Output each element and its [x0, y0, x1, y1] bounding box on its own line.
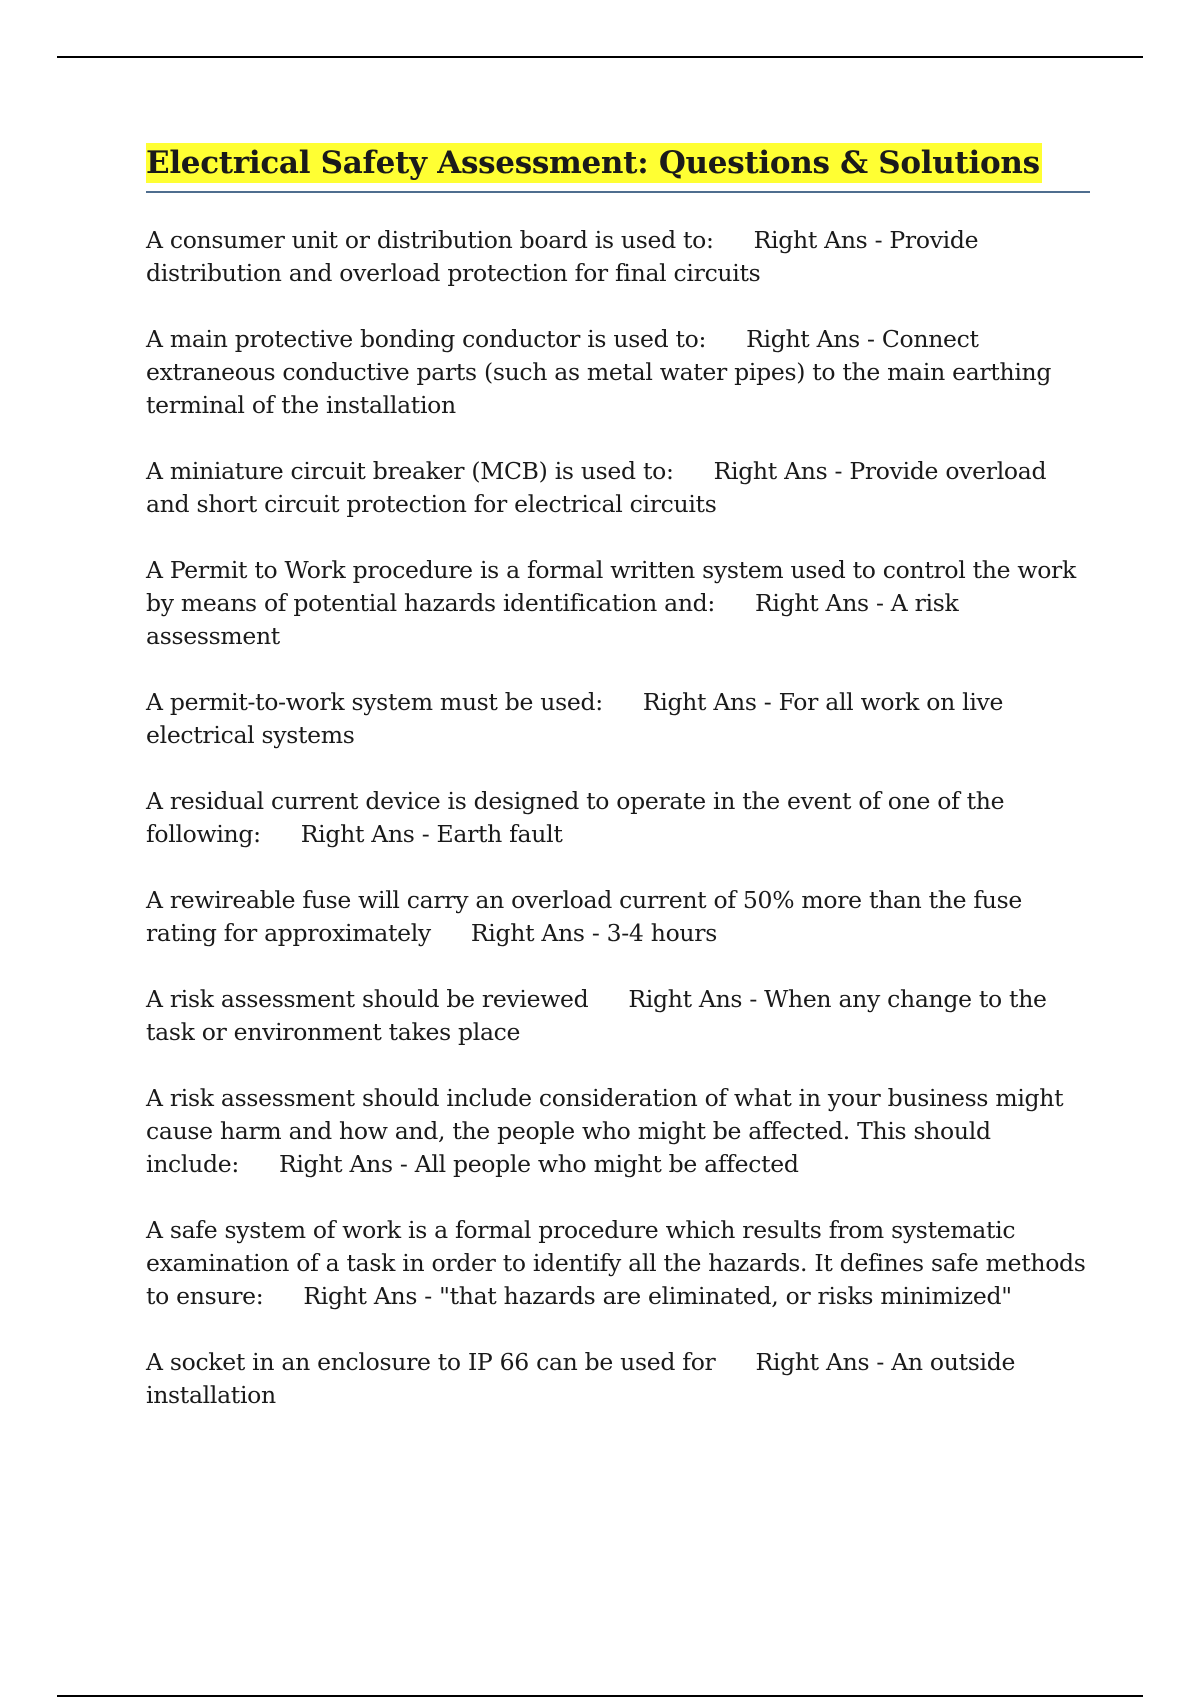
question-text: A miniature circuit breaker (MCB) is used to: [146, 457, 674, 485]
title-block [146, 143, 1090, 193]
qa-item [146, 983, 1090, 1049]
answer-prefix: Right Ans - [470, 919, 607, 947]
qa-item [146, 686, 1090, 752]
answer-text: Connect extraneous conductive parts (such as metal water pipes) to the main earthing terminal of the installation [146, 325, 1052, 419]
answer-prefix: Right Ans - [303, 1282, 440, 1310]
question-text: A safe system of work is a formal procedure which results from systematic examination of a task in order to identify all the hazards. It defines safe methods to ensure: [146, 1216, 1086, 1310]
question-text: A risk assessment should include consideration of what in your business might cause harm and how and, the people who might be affected. This should include: [146, 1084, 1064, 1178]
answer-text: A risk assessment [146, 589, 959, 650]
answer-text: Provide distribution and overload protection for final circuits [146, 226, 979, 287]
question-text: A risk assessment should be reviewed [146, 985, 589, 1013]
footer-rule [57, 1695, 1143, 1697]
question-text: A residual current device is designed to operate in the event of one of the following: [146, 787, 1005, 848]
answer-text: Earth fault [436, 820, 563, 848]
header-rule [57, 56, 1143, 58]
qa-item [146, 1346, 1090, 1412]
answer-text: All people who might be affected [414, 1150, 799, 1178]
question-text: A consumer unit or distribution board is used to: [146, 226, 714, 254]
answer-prefix: Right Ans - [628, 985, 765, 1013]
document-body [146, 143, 1090, 1445]
question-text: A socket in an enclosure to IP 66 can be used for [146, 1348, 716, 1376]
qa-item [146, 224, 1090, 290]
answer-prefix: Right Ans - [642, 688, 779, 716]
qa-list [146, 224, 1090, 1412]
answer-text: When any change to the task or environment takes place [146, 985, 1047, 1046]
qa-item [146, 323, 1090, 422]
answer-text: 3-4 hours [606, 919, 717, 947]
qa-item [146, 1082, 1090, 1181]
question-text: A permit-to-work system must be used: [146, 688, 603, 716]
answer-text: For all work on live electrical systems [146, 688, 1004, 749]
qa-item [146, 1214, 1090, 1313]
document-title: Electrical Safety Assessment: Questions & Solutions [146, 145, 1040, 181]
answer-prefix: Right Ans - [300, 820, 437, 848]
qa-item [146, 455, 1090, 521]
answer-prefix: Right Ans - [755, 589, 891, 617]
question-text: A main protective bonding conductor is used to: [146, 325, 707, 353]
answer-prefix: Right Ans - [278, 1150, 415, 1178]
qa-item [146, 884, 1090, 950]
qa-item [146, 554, 1090, 653]
question-text: A Permit to Work procedure is a formal written system used to control the work by means of potential hazards identification and: [146, 556, 1076, 617]
question-text: A rewireable fuse will carry an overload current of 50% more than the fuse rating for approximately [146, 886, 1022, 947]
answer-text: "that hazards are eliminated, or risks minimized" [439, 1282, 1012, 1310]
answer-prefix: Right Ans - [746, 325, 882, 353]
qa-item [146, 785, 1090, 851]
answer-text: Provide overload and short circuit protection for electrical circuits [146, 457, 1047, 518]
answer-prefix: Right Ans - [755, 1348, 892, 1376]
answer-text: An outside installation [146, 1348, 1016, 1409]
answer-prefix: Right Ans - [753, 226, 890, 254]
answer-prefix: Right Ans - [713, 457, 850, 485]
